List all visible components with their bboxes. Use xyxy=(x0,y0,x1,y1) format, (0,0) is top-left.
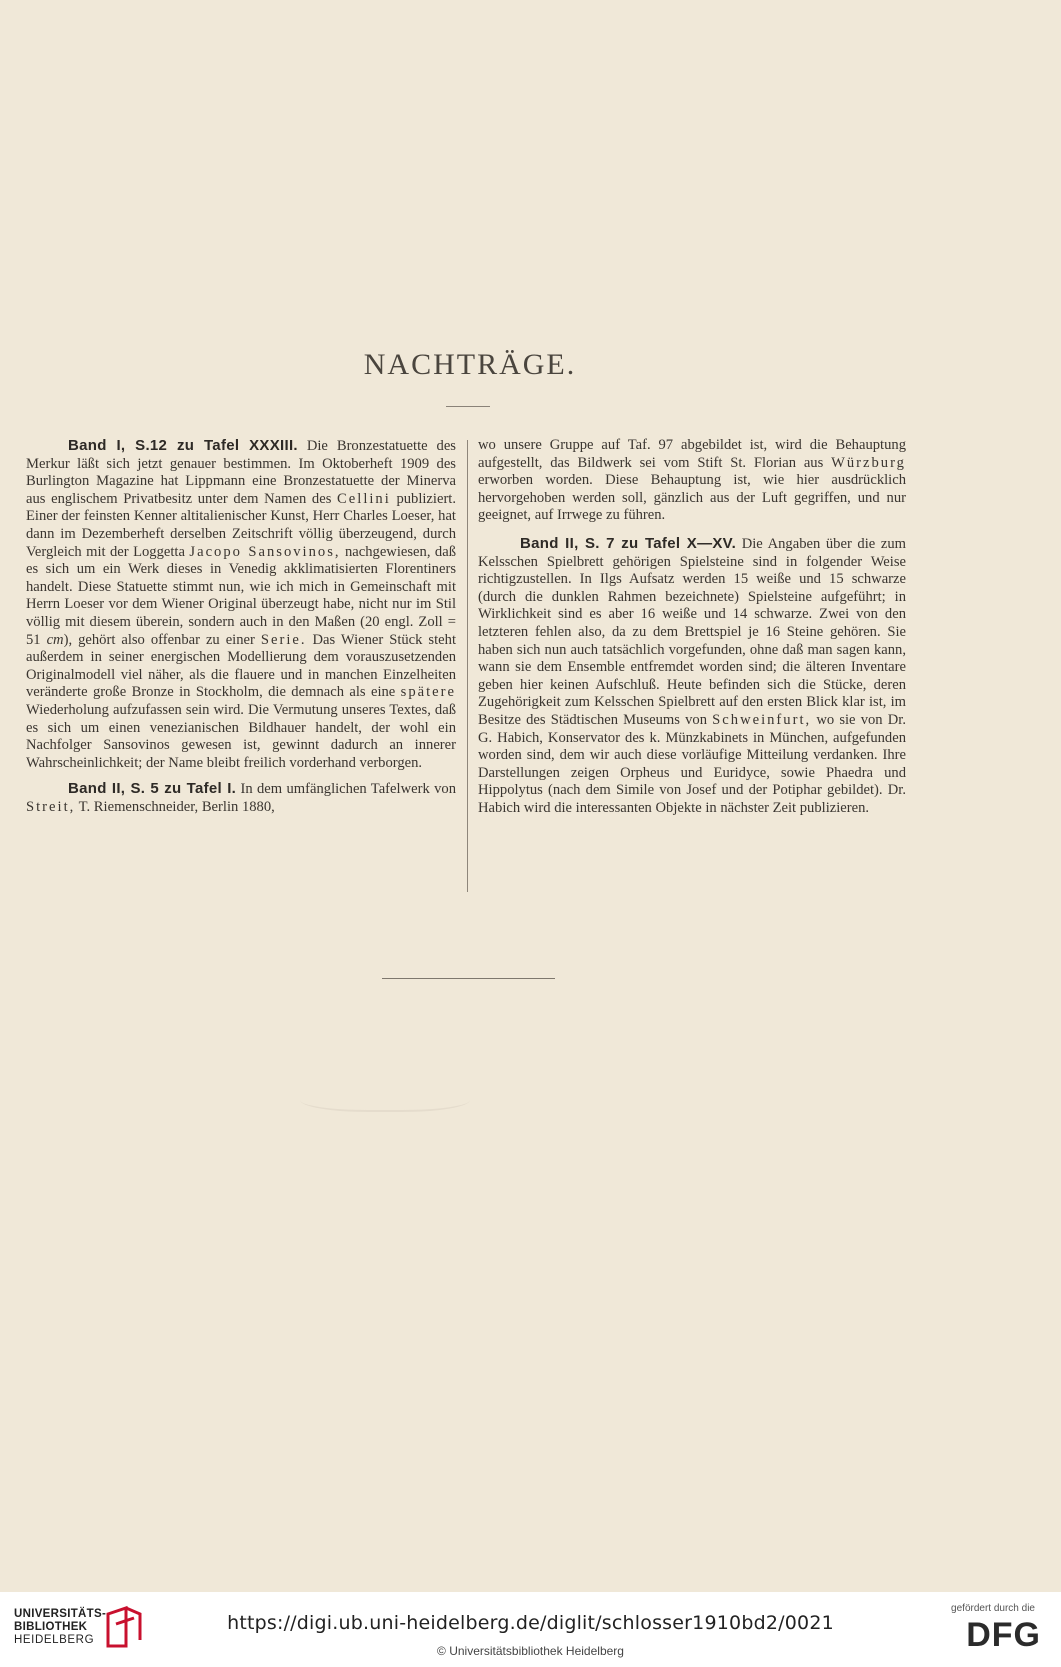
unit-cm: cm xyxy=(46,631,64,648)
footer-bar xyxy=(0,1592,1061,1667)
entry-text: publiziert. Einer der feinsten Kenner altitalienischer Kunst, Herr Charles Loeser, hat dann im Dezemberheft derselben Zeitschrift völlig überzeugend, durch Vergleich mit der Loggetta xyxy=(26,490,457,560)
entry-heading: Band II, S. 7 zu Tafel X—XV. xyxy=(520,534,737,552)
library-line: UNIVERSITÄTS- xyxy=(14,1608,107,1620)
closing-rule xyxy=(382,978,555,979)
spaced-name: Schweinfurt, xyxy=(712,711,812,728)
spaced-name: Würzburg xyxy=(831,454,906,471)
entry-text: Die Angaben über die zum Kelsschen Spielbrett gehörigen Spielsteine sind in folgender Weise richtigzustellen. In Ilgs Aufsatz werden 15 weiße und 15 schwarze (durch die dunklen Rahmen bezeichnete) Spielsteine aufgeführt; in Wirklichkeit sind es aber 16 weiße und 14 schwarze. Zwei von den letzteren fehlen also, da zu dem Brettspiel je 16 Steine gehören. Sie haben sich nun auch tatsächlich vorgefunden, ohne daß man sagen kann, wann sie dem Ensemble entfremdet worden sind; die älteren Inventare geben hier keinen Aufschluß. Heute befinden sich die Stücke, deren Zugehörigkeit zum Kelsschen Spielbrett auf den ersten Blick klar ist, im Besitze des Städtischen Museums von xyxy=(478,535,906,728)
spaced-word: Serie. xyxy=(260,631,307,648)
spaced-name: Streit, xyxy=(26,798,76,815)
spaced-name: Cellini xyxy=(337,490,391,507)
right-column xyxy=(478,437,906,825)
entry-text: nachgewiesen, daß es sich um ein Werk dieses in Venedig akklimatisierten Florentiners handelt. Diese Statuette stimmt nun, wie ich mich in Gemeinschaft mit Herrn Loeser vor dem Wiener Original überzeugt habe, nicht nur im Stil völlig mit diesem überein, sondern auch in den Maßen (20 engl. Zoll = 51 xyxy=(26,543,456,648)
entry-continuation xyxy=(478,437,906,525)
dfg-logo[interactable]: DFG xyxy=(966,1616,1041,1654)
entry-heading: Band I, S.12 zu Tafel XXXIII. xyxy=(68,437,298,454)
entry-text: Wiederholung aufzufassen sein wird. Die Vermutung unseres Textes, daß es sich um einen venezianischen Bildhauer handelt, der wohl ein Nachfolger Sansovinos gewesen ist, gewinnt dadurch an innerer Wahrscheinlichkeit; der Name bleibt freilich vorderhand verborgen. xyxy=(26,701,456,771)
spaced-word: spätere xyxy=(400,684,456,701)
entry-band2-s7 xyxy=(478,535,906,818)
entry-text: ), gehört also offenbar zu einer xyxy=(63,631,255,648)
column-divider xyxy=(467,440,468,892)
entry-band1-s12 xyxy=(26,437,456,772)
entry-heading: Band II, S. 5 zu Tafel I. xyxy=(68,780,237,798)
entry-text: Das Wiener Stück steht außerdem in seiner energischen Modellierung dem vorauszusetzenden Originalmodell viel näher, als die flauere und in manchen Einzelheiten veränderte große Bronze in Stockholm, die demnach als eine xyxy=(26,631,456,701)
entry-band2-s5 xyxy=(26,780,456,816)
left-column xyxy=(26,437,456,824)
entry-text: T. Riemenschneider, Berlin 1880, xyxy=(78,798,275,815)
permalink-url[interactable]: https://digi.ub.uni-heidelberg.de/diglit/schlosser1910bd2/0021 xyxy=(227,1612,834,1634)
bleed-through-mark xyxy=(300,1082,470,1112)
funding-label: gefördert durch die xyxy=(951,1603,1035,1614)
title-rule xyxy=(446,406,490,407)
page-title: NACHTRÄGE. xyxy=(363,348,577,381)
library-line: BIBLIOTHEK xyxy=(14,1621,88,1633)
entry-text: In dem umfänglichen Tafelwerk von xyxy=(240,781,456,798)
library-line: HEIDELBERG xyxy=(14,1634,95,1646)
entry-text: wo unsere Gruppe auf Taf. 97 abgebildet ist, wird die Behauptung aufgestellt, das Bildwerk sei vom Stift St. Florian aus xyxy=(478,437,906,471)
entry-text: wo sie von Dr. G. Habich, Konservator des k. Münzkabinets in München, aufgefunden worden sind, dem wir auch diese vorläufige Mitteilung verdanken. Ihre Darstellungen zeigen Orpheus und Euridyce, sowie Phaedra und Hippolytus (nach dem Simile von Josef und der Potiphar gebildet). Dr. Habich wird die interessanten Objekte in nächster Zeit publizieren. xyxy=(478,711,906,816)
entry-text: Die Bronzestatuette des Merkur läßt sich jetzt genauer bestimmen. Im Oktoberheft 1909 des Burlington Magazine hat Lippmann eine Bronzestatuette der Minerva aus englischem Privatbesitz unter dem Namen des xyxy=(26,438,456,507)
spaced-name: Jacopo Sansovinos, xyxy=(189,543,341,560)
copyright-notice: © Universitätsbibliothek Heidelberg xyxy=(437,1644,624,1658)
entry-text: erworben worden. Diese Behauptung ist, wie hier ausdrücklich hervorgehoben werden soll, gänzlich aus der Luft gegriffen, und nur geeignet, auf Irrwege zu führen. xyxy=(478,472,906,524)
